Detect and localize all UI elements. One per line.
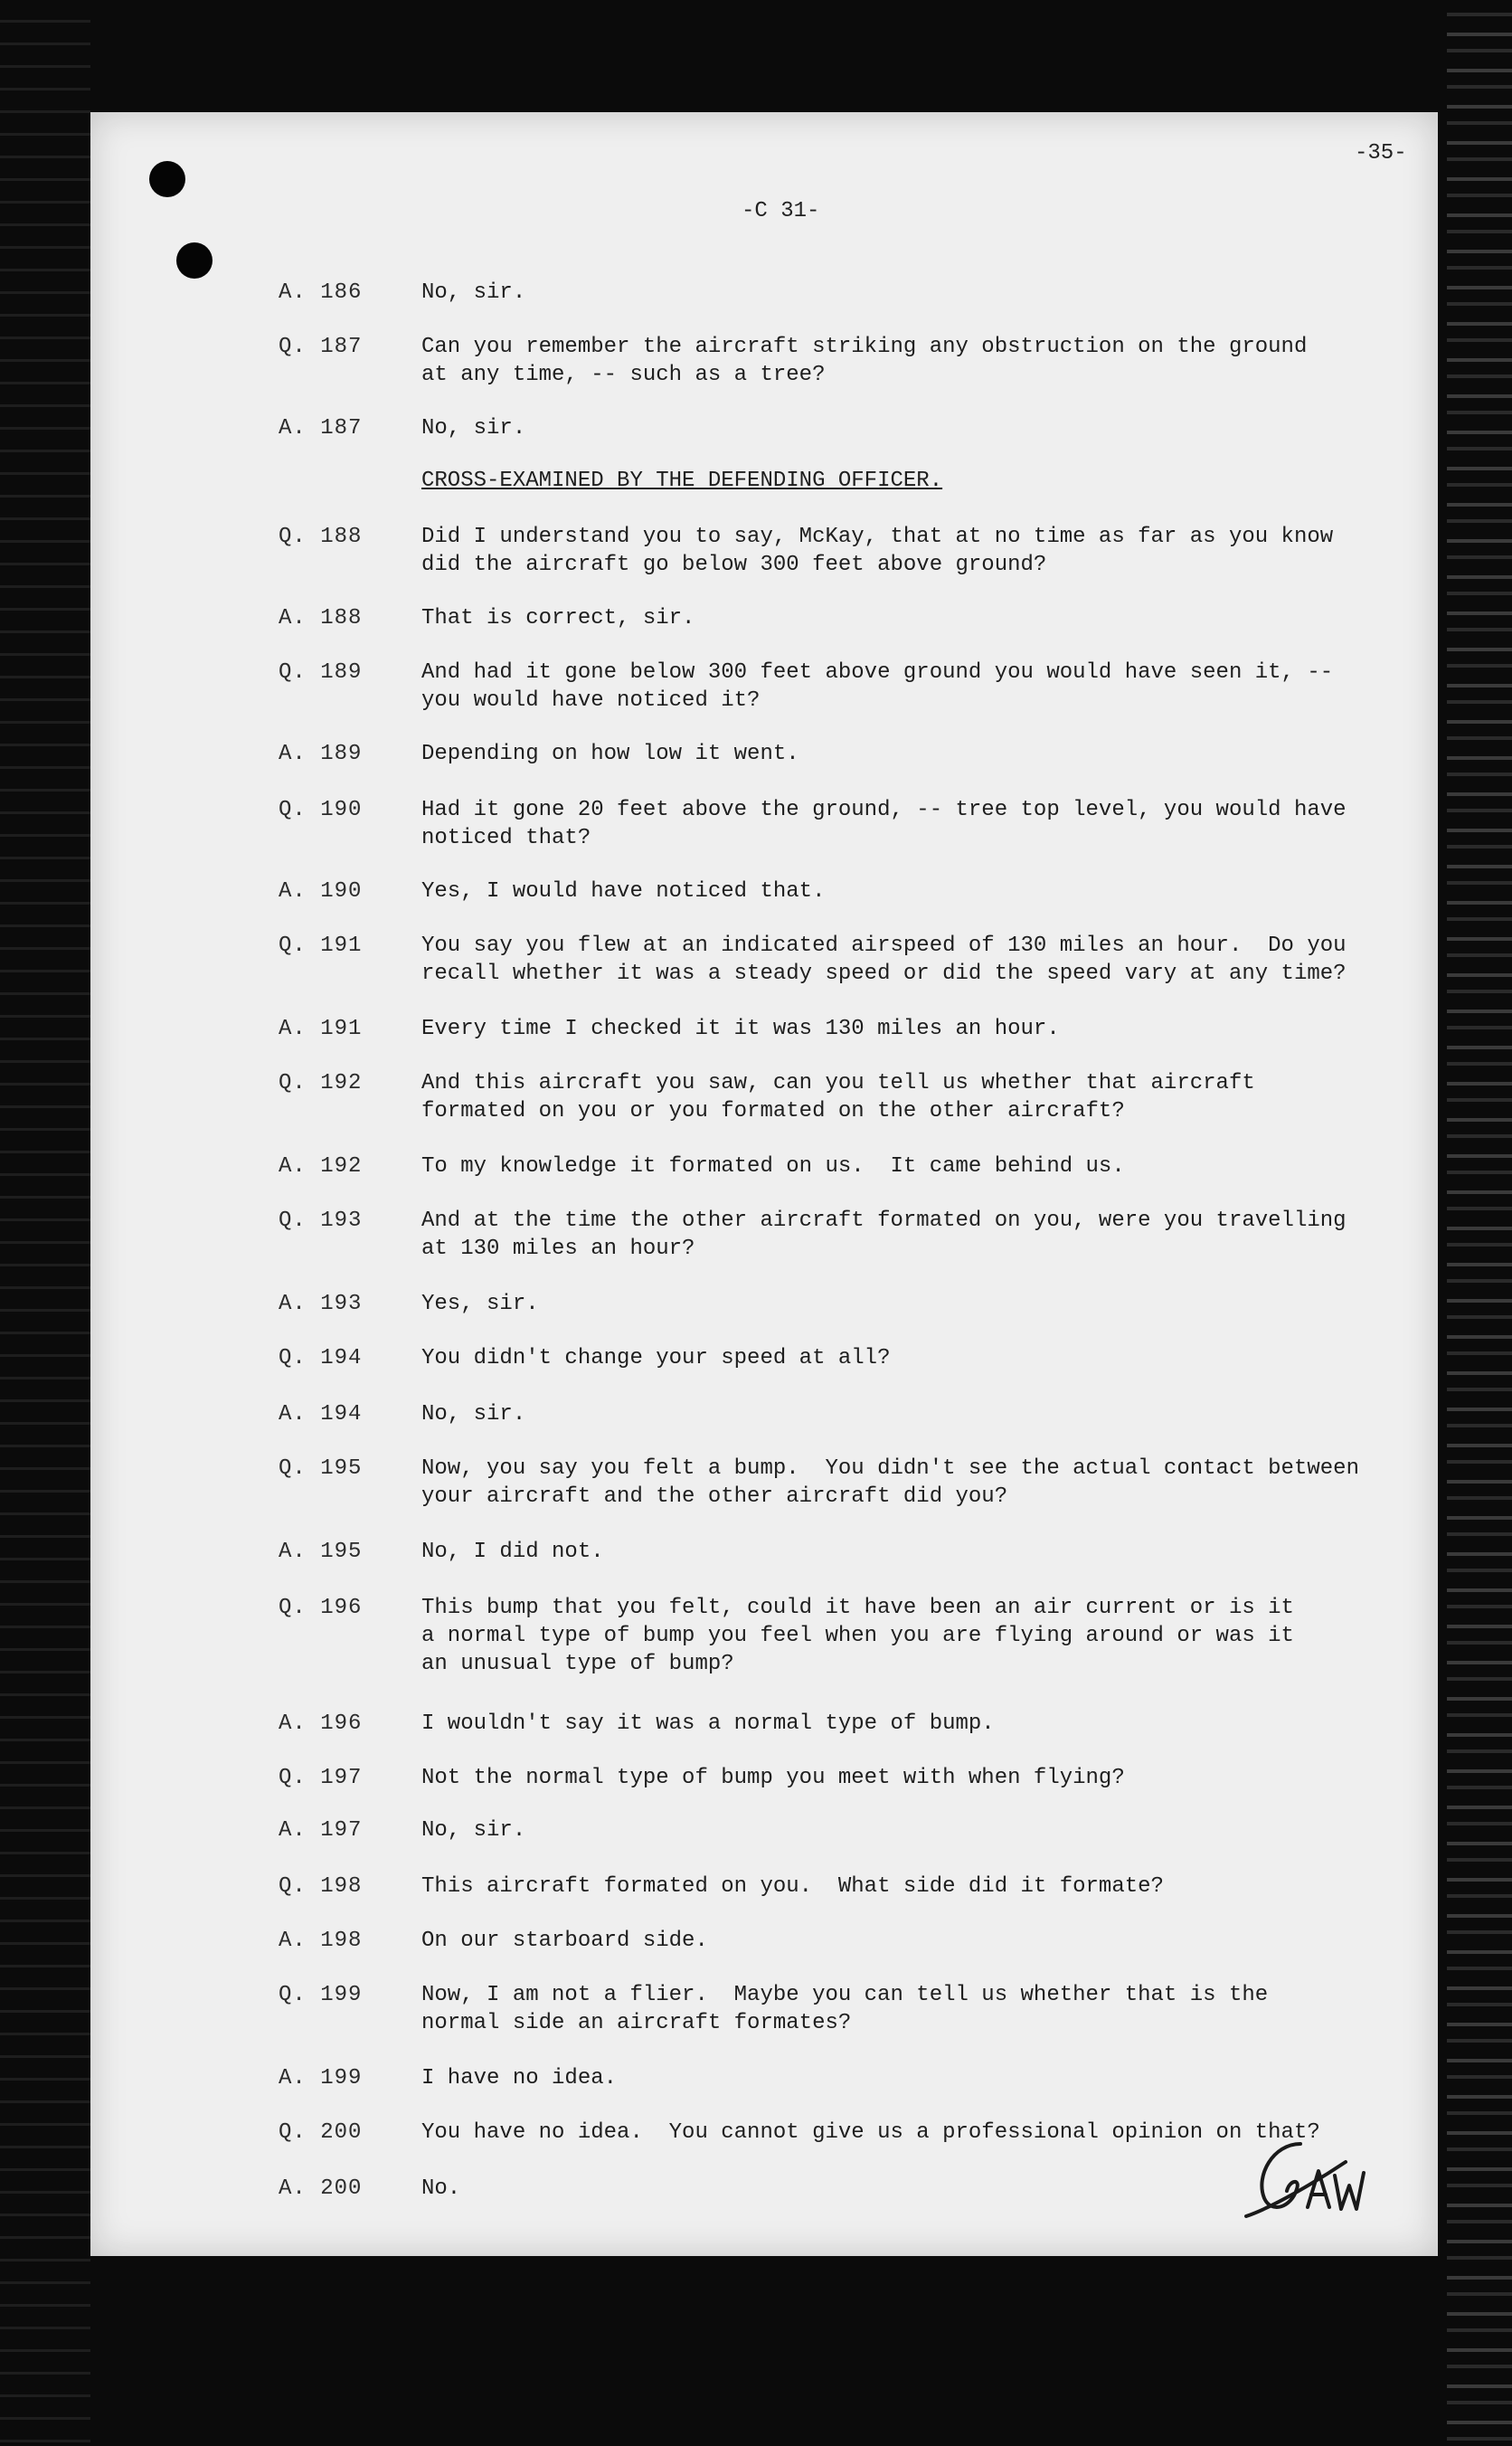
entry-text: No, sir. — [421, 280, 526, 305]
entry-label: A. 190 — [279, 879, 363, 904]
section-heading: CROSS-EXAMINED BY THE DEFENDING OFFICER. — [421, 469, 943, 493]
entry-label: A. 197 — [279, 1818, 363, 1843]
entry-text: This bump that you felt, could it have been an air current or is it a normal type of bump you feel when you are flying around or was it an unusual type of bump? — [421, 1596, 1294, 1676]
entry-label: A. 191 — [279, 1017, 363, 1041]
entry-text: I have no idea. — [421, 2066, 618, 2090]
handwritten-initials — [1237, 2126, 1373, 2225]
entry-text: And at the time the other aircraft formated on you, were you travelling at 130 miles an hour? — [421, 1209, 1347, 1261]
entry-text: You say you flew at an indicated airspeed of 130 miles an hour. Do you recall whether it was a steady speed or did the speed vary at any time? — [421, 934, 1347, 986]
sub-page-number: -C 31- — [742, 199, 820, 223]
entry-label: Q. 199 — [279, 1983, 363, 2007]
entry-text: Now, I am not a flier. Maybe you can tell us whether that is the normal side an aircraft formates? — [421, 1983, 1269, 2035]
entry-text: No, sir. — [421, 1402, 526, 1427]
entry-text: You have no idea. You cannot give us a professional opinion on that? — [421, 2120, 1320, 2145]
page-number: -35- — [1355, 141, 1407, 166]
entry-text: And had it gone below 300 feet above ground you would have seen it, -- you would have noticed it? — [421, 660, 1334, 713]
entry-text: Had it gone 20 feet above the ground, -- tree top level, you would have noticed that? — [421, 798, 1347, 850]
entry-text: No, sir. — [421, 416, 526, 441]
entry-label: Q. 200 — [279, 2120, 363, 2145]
entry-text: Every time I checked it it was 130 miles an hour. — [421, 1017, 1060, 1041]
entry-label: Q. 190 — [279, 798, 363, 822]
entry-text: Not the normal type of bump you meet with when flying? — [421, 1766, 1125, 1790]
entry-text: Now, you say you felt a bump. You didn't see the actual contact between your aircraft and the other aircraft did you? — [421, 1456, 1359, 1509]
entry-text: Yes, sir. — [421, 1292, 539, 1316]
entry-label: A. 195 — [279, 1540, 363, 1564]
entry-label: A. 194 — [279, 1402, 363, 1427]
entry-label: A. 196 — [279, 1711, 363, 1736]
entry-text: Yes, I would have noticed that. — [421, 879, 826, 904]
entry-label: Q. 189 — [279, 660, 363, 685]
entry-text: You didn't change your speed at all? — [421, 1346, 891, 1370]
entry-label: Q. 193 — [279, 1209, 363, 1233]
entry-label: Q. 188 — [279, 525, 363, 549]
entry-text: No, I did not. — [421, 1540, 604, 1564]
entry-text: This aircraft formated on you. What side did it formate? — [421, 1874, 1164, 1899]
entry-label: A. 199 — [279, 2066, 363, 2090]
entry-label: Q. 192 — [279, 1071, 363, 1095]
entry-label: A. 192 — [279, 1154, 363, 1179]
entry-label: A. 187 — [279, 416, 363, 441]
entry-label: Q. 196 — [279, 1596, 363, 1620]
entry-text: No. — [421, 2176, 461, 2201]
entry-label: Q. 195 — [279, 1456, 363, 1481]
entry-label: A. 200 — [279, 2176, 363, 2201]
entry-text: And this aircraft you saw, can you tell us whether that aircraft formated on you or you formated on the other aircraft? — [421, 1071, 1255, 1123]
entry-text: That is correct, sir. — [421, 606, 695, 630]
entry-label: Q. 197 — [279, 1766, 363, 1790]
entry-label: A. 188 — [279, 606, 363, 630]
entry-label: Q. 191 — [279, 934, 363, 958]
entry-label: Q. 198 — [279, 1874, 363, 1899]
entry-text: To my knowledge it formated on us. It came behind us. — [421, 1154, 1125, 1179]
entry-text: Can you remember the aircraft striking any obstruction on the ground at any time, -- such as a tree? — [421, 335, 1308, 387]
entry-text: I wouldn't say it was a normal type of bump. — [421, 1711, 995, 1736]
entry-label: A. 198 — [279, 1929, 363, 1953]
entry-label: A. 189 — [279, 742, 363, 766]
entry-label: A. 186 — [279, 280, 363, 305]
entry-label: Q. 187 — [279, 335, 363, 359]
entry-label: Q. 194 — [279, 1346, 363, 1370]
entry-text: Depending on how low it went. — [421, 742, 799, 766]
entry-text: Did I understand you to say, McKay, that at no time as far as you know did the aircraft go below 300 feet above ground? — [421, 525, 1334, 577]
entry-label: A. 193 — [279, 1292, 363, 1316]
entry-text: On our starboard side. — [421, 1929, 708, 1953]
entry-text: No, sir. — [421, 1818, 526, 1843]
